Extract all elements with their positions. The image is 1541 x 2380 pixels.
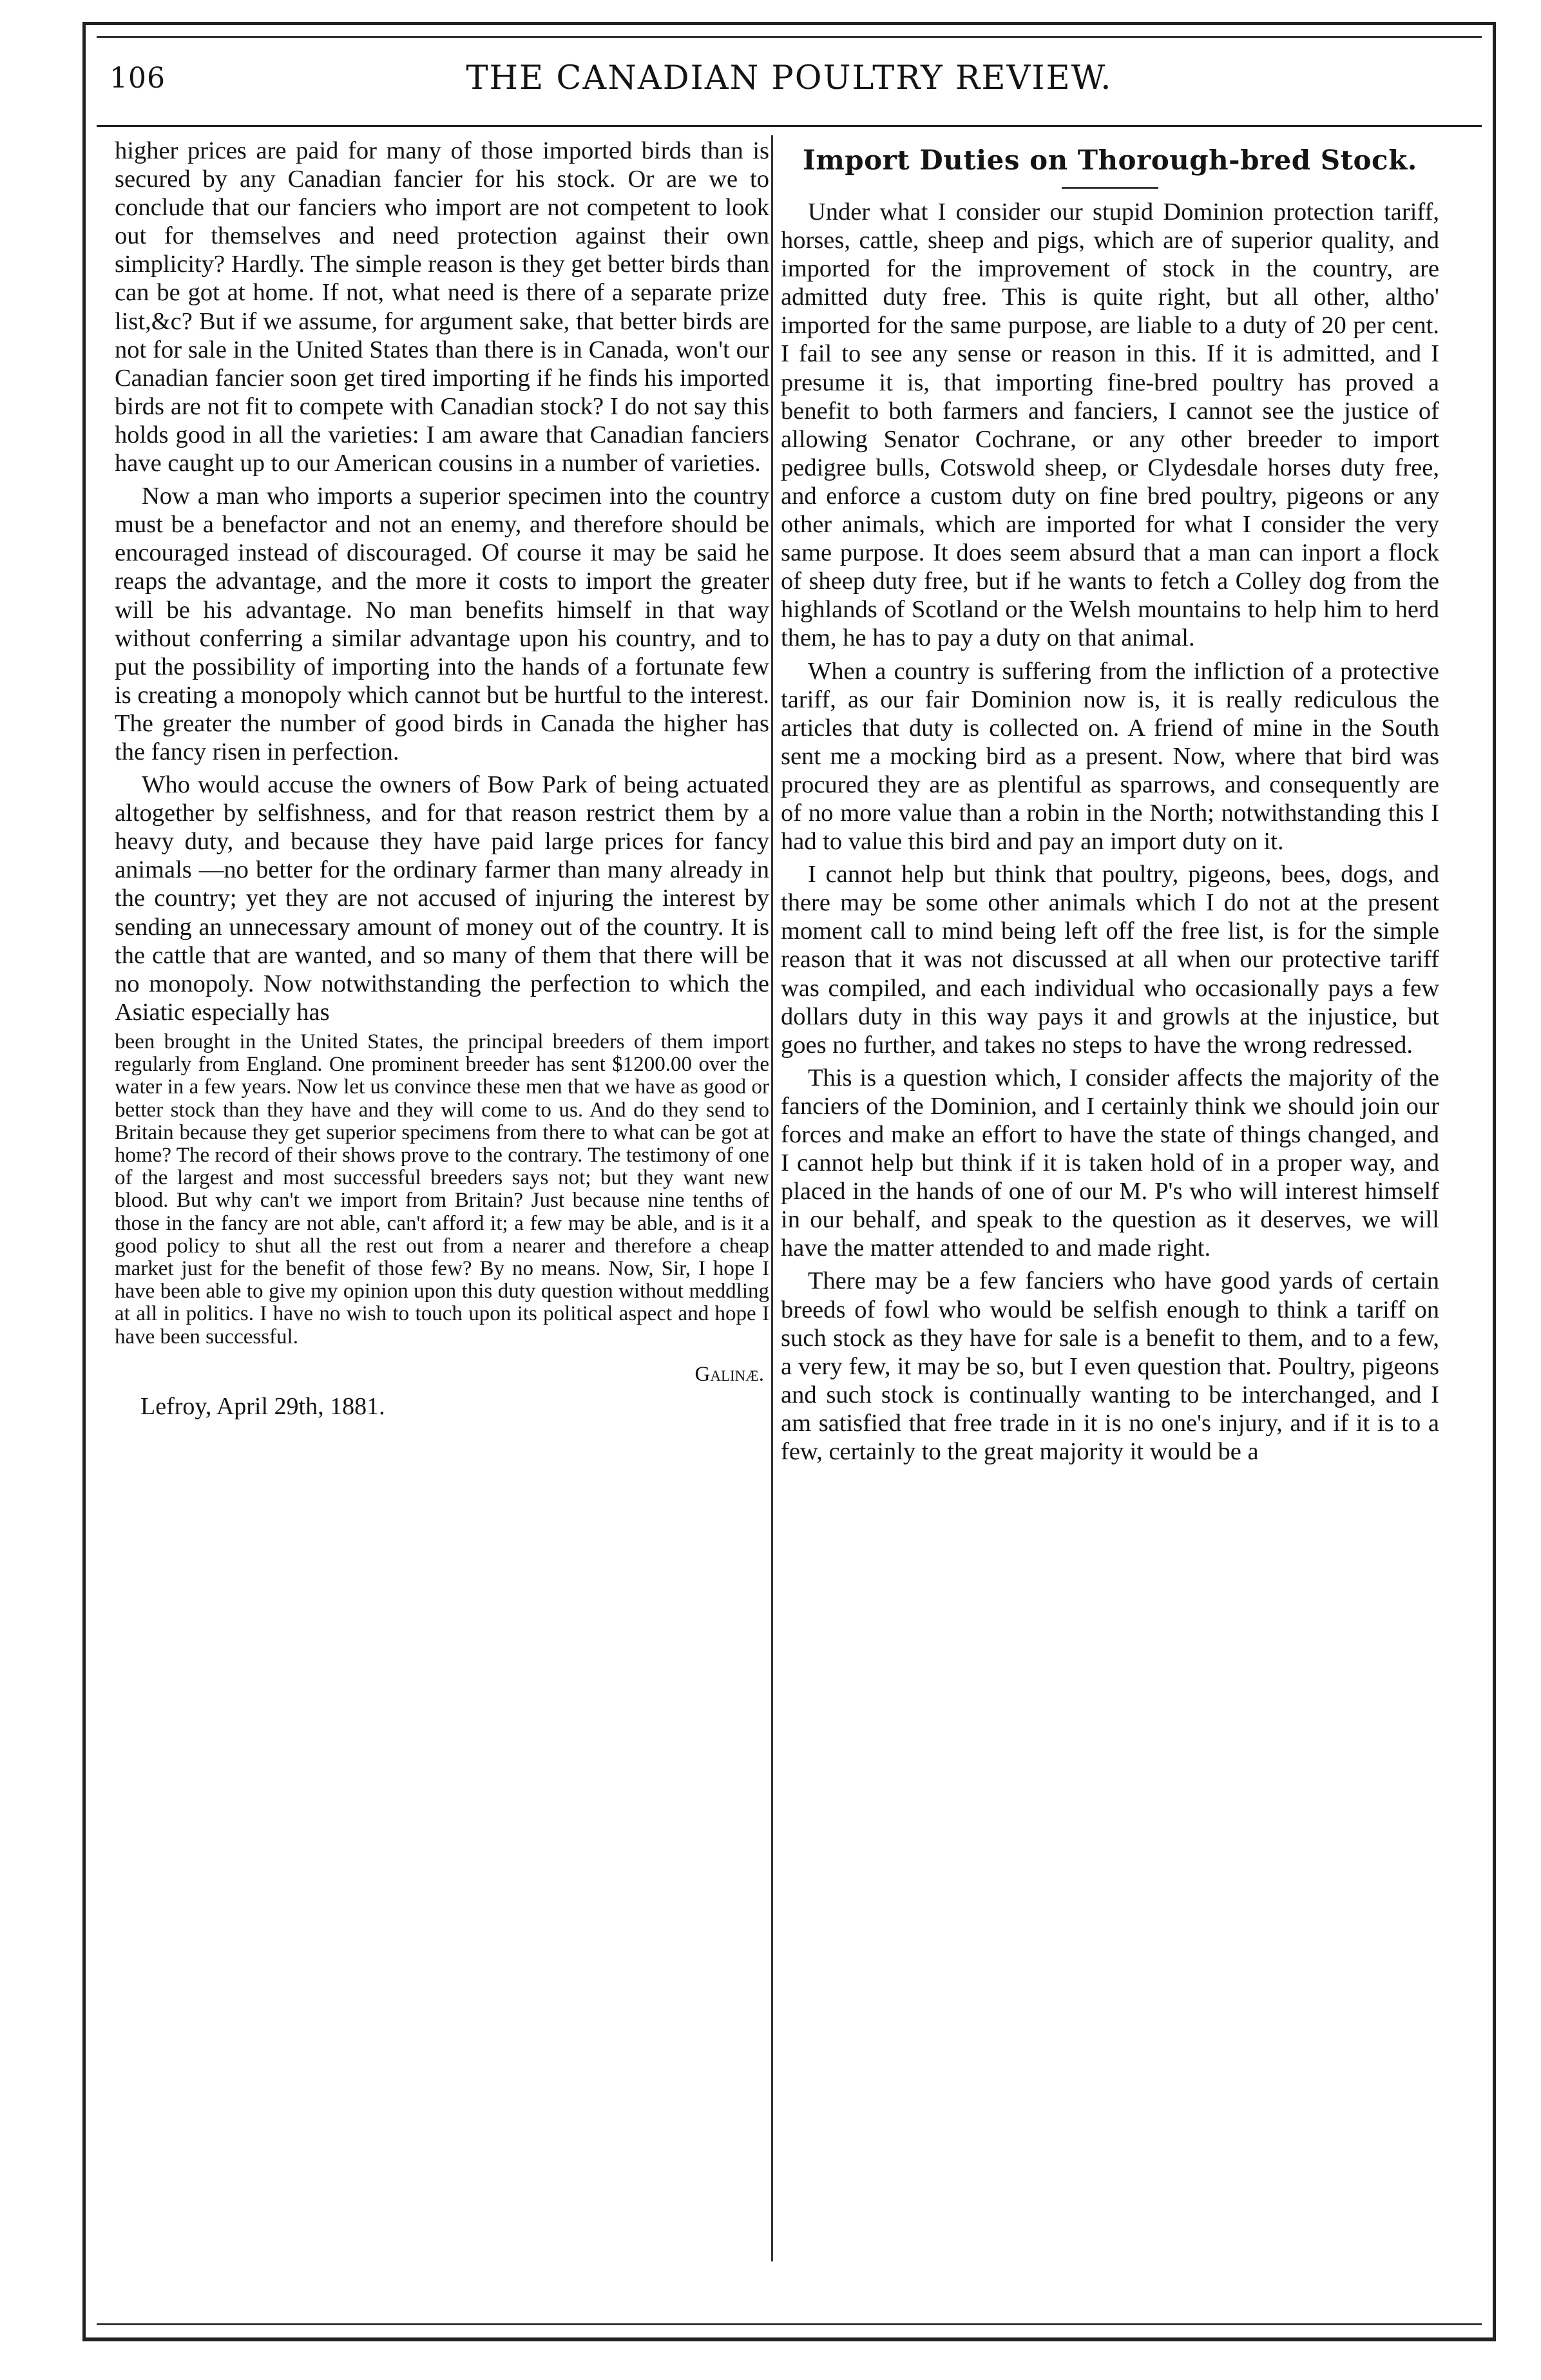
page-number: 106 bbox=[110, 62, 166, 95]
right-paragraph-5: There may be a few fanciers who have good yards of certain breeds of fowl who would be selfish enough to think a tariff on such stock as they have for sale is a benefit to them, and to a few, a very few, it may be so, but I even question that. Poultry, pigeons and such stock is continually wanting to be interchanged, and I am satisfied that free trade in it is no one's injury, and if it is to a few, certainly to the great majority it would be a bbox=[781, 1267, 1439, 1466]
left-small-type-continuation: been brought in the United States, the principal breeders of them import regularly from England. One prominent breeder has sent $1200.00 over the water in a few years. Now let us convince these men that we have as good or better stock than they have and they will come to us. And do they send to Britain because they get superior specimens from there to what can be got at home? The record of their shows prove to the contrary. The testimony of one of the largest and most successful breeders says not; but they want new blood. But why can't we import from Britain? Just because nine tenths of those in the fancy are not able, can't afford it; a few may be able, and is it a good policy to shut all the rest out from a nearer and therefore a cheap market just for the benefit of those few? By no means. Now, Sir, I hope I have been able to give my opinion upon this duty question without meddling at all in politics. I have no wish to touch upon its political aspect and hope I have been successful. bbox=[115, 1030, 769, 1348]
author-signature: Galinæ. bbox=[694, 1362, 764, 1386]
column-divider bbox=[771, 135, 773, 2261]
left-paragraph-3: Who would accuse the owners of Bow Park of being actuated altogether by selfishness, and for that reason restrict them by a heavy duty, and because they have paid large prices for fancy animals —no better for the ordinary farmer than many already in the country; yet they are not accused of injuring the interest by sending an unnecessary amount of money out of the country. It is the cattle that are wanted, and so many of them that there will be no monopoly. Now notwithstanding the perfection to which the Asiatic especially has bbox=[115, 771, 769, 1026]
top-inner-rule bbox=[97, 36, 1482, 38]
right-paragraph-1: Under what I consider our stupid Dominion protection tariff, horses, cattle, sheep and pigs, which are of superior quality, and imported for the improvement of stock in the country, are admitted duty free. This is quite right, but all other, altho' imported for the same purpose, are liable to a duty of 20 per cent. I fail to see any sense or reason in this. If it is admitted, and I presume it is, that importing fine-bred poultry has proved a benefit to both farmers and fanciers, I cannot see the justice of allowing Senator Cochrane, or any other breeder to import pedigree bulls, Cotswold sheep, or Clydesdale horses duty free, and enforce a custom duty on fine bred poultry, pigeons or any other animals, which are imported for what I consider the very same purpose. It does seem absurd that a man can inport a flock of sheep duty free, but if he wants to fetch a Colley dog from the highlands of Scotland or the Welsh mountains to help him to herd them, he has to pay a duty on that animal. bbox=[781, 198, 1439, 652]
article-headline: Import Duties on Thorough-bred Stock. bbox=[803, 144, 1417, 176]
right-paragraph-3: I cannot help but think that poultry, pigeons, bees, dogs, and there may be some other animals which I do not at the present moment call to mind being left off the free list, is for the simple reason that it was not discussed at all when our protective tariff was compiled, and each individual who occasionally pays a few dollars duty in this way pays it and growls at the injustice, but goes no further, and takes no steps to have the wrong redressed. bbox=[781, 861, 1439, 1059]
right-paragraph-2: When a country is suffering from the infliction of a protective tariff, as our fair Dominion now is, it is really rediculous the articles that duty is collected on. A friend of mine in the South sent me a mocking bird as a present. Now, where that bird was procured they are as plentiful as sparrows, and consequently are of no more value than a robin in the North; notwithstanding this I had to value this bird and pay an import duty on it. bbox=[781, 657, 1439, 856]
bottom-inner-rule bbox=[97, 2323, 1482, 2325]
dateline: Lefroy, April 29th, 1881. bbox=[140, 1392, 385, 1420]
bottom-border-rule bbox=[82, 2337, 1495, 2341]
left-paragraph-1: higher prices are paid for many of those imported birds than is secured by any Canadian fancier for his stock. Or are we to conclude that our fanciers who import are not competent to look out for themselves and need protection against their own simplicity? Hardly. The simple reason is they get better birds than can be got at home. If not, what need is there of a separate prize list,&c? But if we assume, for argument sake, that better birds are not for sale in the United States than there is in Canada, won't our Canadian fancier soon get tired importing if he finds his imported birds are not fit to compete with Canadian stock? I do not say this holds good in all the varieties: I am aware that Canadian fanciers have caught up to our American cousins in a number of varieties. bbox=[115, 137, 769, 477]
left-column bbox=[115, 137, 769, 1421]
headline-rule bbox=[1062, 187, 1158, 189]
header-rule bbox=[97, 125, 1482, 127]
page-header bbox=[97, 57, 1482, 115]
running-title: THE CANADIAN POULTRY REVIEW. bbox=[466, 59, 1113, 97]
right-paragraph-4: This is a question which, I consider affects the majority of the fanciers of the Dominion, and I certainly think we should join our forces and make an effort to have the state of things changed, and I cannot help but think if it is taken hold of in a proper way, and placed in the hands of one of our M. P's who will interest himself in our behalf, and speak to the question as it deserves, we will have the matter attended to and made right. bbox=[781, 1064, 1439, 1262]
left-paragraph-2: Now a man who imports a superior specimen into the country must be a benefactor and not an enemy, and therefore should be encouraged instead of discouraged. Of course it may be said he reaps the advantage, and the more it costs to import the greater will be his advantage. No man benefits himself in that way without conferring a similar advantage upon his country, and to put the possibility of importing into the hands of a fortunate few is creating a monopoly which cannot but be hurtful to the interest. The greater the number of good birds in Canada the higher has the fancy risen in perfection. bbox=[115, 483, 769, 765]
right-column bbox=[781, 137, 1439, 1466]
top-border-rule bbox=[82, 22, 1495, 25]
